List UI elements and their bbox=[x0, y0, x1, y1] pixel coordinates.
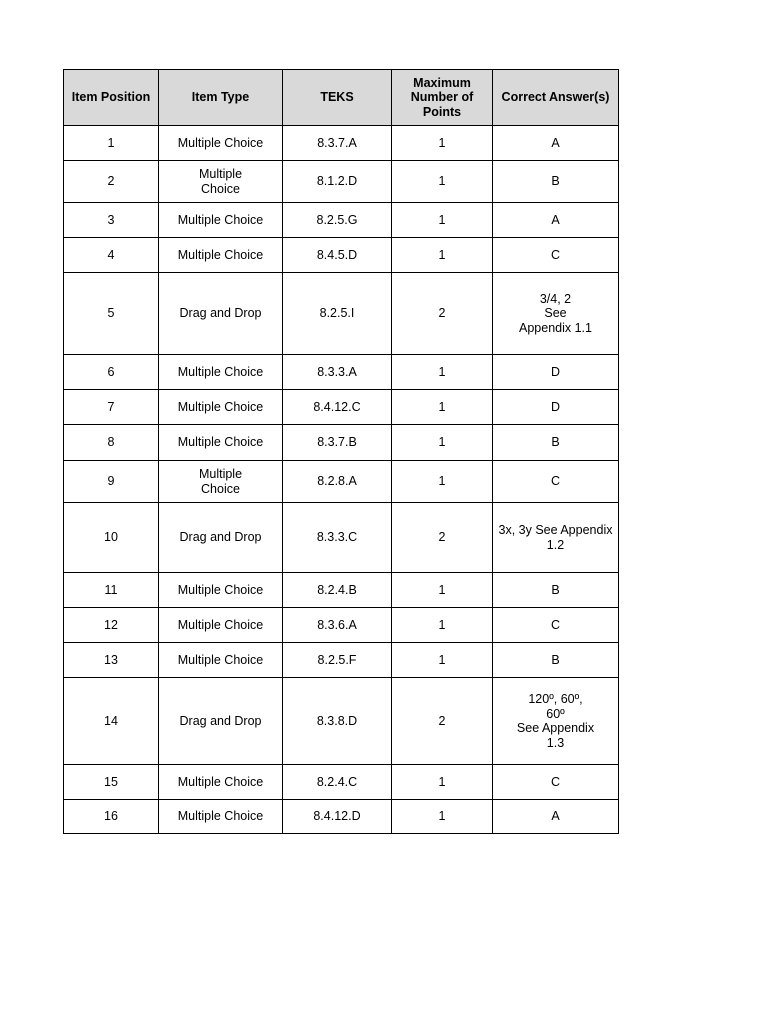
cell-max-points: 1 bbox=[392, 461, 493, 503]
cell-max-points: 1 bbox=[392, 765, 493, 800]
cell-max-points: 1 bbox=[392, 573, 493, 608]
cell-teks: 8.2.8.A bbox=[283, 461, 392, 503]
cell-teks: 8.3.6.A bbox=[283, 608, 392, 643]
cell-item-position: 15 bbox=[64, 765, 159, 800]
cell-item-type: Multiple Choice bbox=[159, 573, 283, 608]
table-row bbox=[64, 425, 619, 461]
cell-item-type: Multiple Choice bbox=[159, 355, 283, 390]
cell-item-position: 9 bbox=[64, 461, 159, 503]
table-row bbox=[64, 678, 619, 765]
cell-max-points: 1 bbox=[392, 355, 493, 390]
cell-item-type: Multiple Choice bbox=[159, 161, 283, 203]
cell-teks: 8.3.3.C bbox=[283, 503, 392, 573]
cell-max-points: 1 bbox=[392, 238, 493, 273]
cell-max-points: 2 bbox=[392, 273, 493, 355]
cell-item-type: Drag and Drop bbox=[159, 503, 283, 573]
cell-correct-answer: 3/4, 2 See Appendix 1.1 bbox=[493, 273, 619, 355]
cell-item-type: Drag and Drop bbox=[159, 273, 283, 355]
cell-teks: 8.2.5.F bbox=[283, 643, 392, 678]
cell-max-points: 1 bbox=[392, 390, 493, 425]
cell-item-type: Multiple Choice bbox=[159, 765, 283, 800]
cell-item-type: Drag and Drop bbox=[159, 678, 283, 765]
table-row bbox=[64, 238, 619, 273]
cell-max-points: 1 bbox=[392, 425, 493, 461]
cell-item-position: 12 bbox=[64, 608, 159, 643]
cell-teks: 8.3.7.A bbox=[283, 126, 392, 161]
cell-item-type: Multiple Choice bbox=[159, 425, 283, 461]
header-teks: TEKS bbox=[283, 70, 392, 126]
cell-teks: 8.2.5.I bbox=[283, 273, 392, 355]
table-row bbox=[64, 765, 619, 800]
header-correct-answers: Correct Answer(s) bbox=[493, 70, 619, 126]
cell-correct-answer: B bbox=[493, 425, 619, 461]
cell-correct-answer: C bbox=[493, 238, 619, 273]
cell-teks: 8.4.12.C bbox=[283, 390, 392, 425]
cell-teks: 8.3.8.D bbox=[283, 678, 392, 765]
cell-item-position: 14 bbox=[64, 678, 159, 765]
cell-item-position: 13 bbox=[64, 643, 159, 678]
cell-item-type: Multiple Choice bbox=[159, 643, 283, 678]
cell-item-position: 3 bbox=[64, 203, 159, 238]
cell-item-position: 11 bbox=[64, 573, 159, 608]
table-row bbox=[64, 608, 619, 643]
table-row bbox=[64, 161, 619, 203]
cell-correct-answer: A bbox=[493, 800, 619, 834]
cell-item-type: Multiple Choice bbox=[159, 608, 283, 643]
cell-item-position: 10 bbox=[64, 503, 159, 573]
table-row bbox=[64, 503, 619, 573]
table-row bbox=[64, 126, 619, 161]
cell-item-position: 8 bbox=[64, 425, 159, 461]
cell-item-type: Multiple Choice bbox=[159, 238, 283, 273]
cell-item-type: Multiple Choice bbox=[159, 203, 283, 238]
cell-correct-answer: A bbox=[493, 126, 619, 161]
cell-max-points: 1 bbox=[392, 161, 493, 203]
cell-max-points: 2 bbox=[392, 678, 493, 765]
cell-correct-answer: 120º, 60º, 60º See Appendix 1.3 bbox=[493, 678, 619, 765]
cell-max-points: 1 bbox=[392, 608, 493, 643]
cell-max-points: 1 bbox=[392, 126, 493, 161]
cell-correct-answer: A bbox=[493, 203, 619, 238]
cell-correct-answer: C bbox=[493, 461, 619, 503]
cell-teks: 8.2.5.G bbox=[283, 203, 392, 238]
cell-teks: 8.2.4.B bbox=[283, 573, 392, 608]
cell-teks: 8.3.7.B bbox=[283, 425, 392, 461]
table-row bbox=[64, 800, 619, 834]
cell-item-type: Multiple Choice bbox=[159, 126, 283, 161]
cell-item-position: 16 bbox=[64, 800, 159, 834]
cell-teks: 8.2.4.C bbox=[283, 765, 392, 800]
cell-max-points: 2 bbox=[392, 503, 493, 573]
table-row bbox=[64, 355, 619, 390]
answer-key-table bbox=[63, 69, 619, 834]
cell-item-type: Multiple Choice bbox=[159, 461, 283, 503]
cell-item-position: 2 bbox=[64, 161, 159, 203]
cell-item-position: 4 bbox=[64, 238, 159, 273]
cell-item-position: 5 bbox=[64, 273, 159, 355]
header-max-points: Maximum Number of Points bbox=[392, 70, 493, 126]
cell-correct-answer: B bbox=[493, 643, 619, 678]
cell-correct-answer: 3x, 3y See Appendix 1.2 bbox=[493, 503, 619, 573]
cell-correct-answer: C bbox=[493, 765, 619, 800]
table-row bbox=[64, 643, 619, 678]
cell-item-position: 6 bbox=[64, 355, 159, 390]
table-row bbox=[64, 573, 619, 608]
cell-max-points: 1 bbox=[392, 643, 493, 678]
cell-correct-answer: C bbox=[493, 608, 619, 643]
cell-item-type: Multiple Choice bbox=[159, 800, 283, 834]
cell-teks: 8.4.12.D bbox=[283, 800, 392, 834]
cell-teks: 8.3.3.A bbox=[283, 355, 392, 390]
header-row bbox=[64, 70, 619, 126]
cell-teks: 8.4.5.D bbox=[283, 238, 392, 273]
cell-correct-answer: D bbox=[493, 355, 619, 390]
header-item-position: Item Position bbox=[64, 70, 159, 126]
table-row bbox=[64, 273, 619, 355]
table-row bbox=[64, 203, 619, 238]
cell-item-position: 1 bbox=[64, 126, 159, 161]
cell-teks: 8.1.2.D bbox=[283, 161, 392, 203]
table-row bbox=[64, 390, 619, 425]
cell-max-points: 1 bbox=[392, 800, 493, 834]
cell-correct-answer: D bbox=[493, 390, 619, 425]
header-item-type: Item Type bbox=[159, 70, 283, 126]
cell-item-type: Multiple Choice bbox=[159, 390, 283, 425]
cell-correct-answer: B bbox=[493, 573, 619, 608]
table-row bbox=[64, 461, 619, 503]
cell-max-points: 1 bbox=[392, 203, 493, 238]
cell-correct-answer: B bbox=[493, 161, 619, 203]
cell-item-position: 7 bbox=[64, 390, 159, 425]
